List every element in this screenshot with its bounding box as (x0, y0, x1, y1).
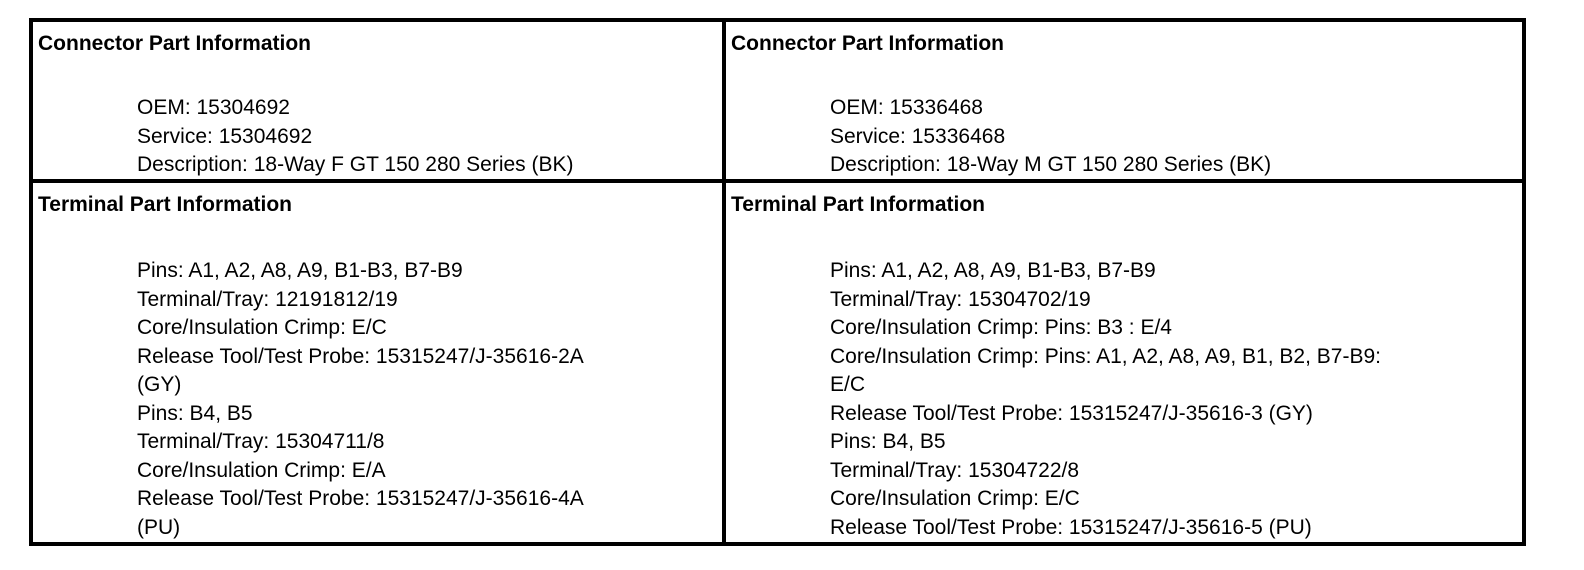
detail-line: E/C (830, 373, 866, 396)
detail-line: Pins: A1, A2, A8, A9, B1-B3, B7-B9 (830, 259, 1156, 282)
detail-line: Release Tool/Test Probe: 15315247/J-35616-5 (PU) (830, 515, 1312, 539)
detail-line: Core/Insulation Crimp: E/C (137, 316, 387, 339)
detail-line: Release Tool/Test Probe: 15315247/J-35616-4A (137, 487, 584, 510)
detail-line: Pins: B4, B5 (830, 430, 946, 453)
detail-line: Pins: B4, B5 (137, 401, 253, 425)
detail-line: Core/Insulation Crimp: E/C (830, 487, 1080, 510)
terminal-heading-left: Terminal Part Information (38, 193, 292, 216)
detail-line: (PU) (137, 515, 181, 539)
detail-line: Terminal/Tray: 15304702/19 (830, 287, 1091, 311)
detail-line: Release Tool/Test Probe: 15315247/J-35616-2A (137, 344, 584, 368)
connector-heading-left: Connector Part Information (38, 32, 312, 55)
detail-line: Pins: A1, A2, A8, A9, B1-B3, B7-B9 (137, 259, 463, 282)
connector-row (33, 22, 1522, 183)
connector-heading-right: Connector Part Information (731, 32, 1005, 55)
detail-line: Core/Insulation Crimp: E/A (137, 458, 386, 482)
detail-line: Core/Insulation Crimp: Pins: B3 : E/4 (830, 316, 1172, 339)
connector-details-right (830, 94, 1500, 180)
service-line: Service: 15304692 (137, 124, 313, 148)
detail-line: Core/Insulation Crimp: Pins: A1, A2, A8, A9, B1, B2, B7-B9: (830, 344, 1381, 368)
connector-info-table (29, 18, 1526, 546)
detail-line: (GY) (137, 373, 182, 396)
connector-cell-right (726, 22, 1522, 179)
detail-line: Terminal/Tray: 15304711/8 (137, 430, 385, 453)
service-line: Service: 15336468 (830, 124, 1006, 148)
terminal-details-right (830, 257, 1500, 542)
terminal-cell-right (726, 183, 1522, 542)
description-line: Description: 18-Way M GT 150 280 Series (BK) (830, 153, 1272, 176)
description-line: Description: 18-Way F GT 150 280 Series (BK) (137, 153, 574, 176)
detail-line: Terminal/Tray: 15304722/8 (830, 458, 1080, 482)
terminal-details-left (137, 257, 697, 542)
connector-cell-left (33, 22, 726, 179)
terminal-row (33, 183, 1522, 542)
detail-line: Release Tool/Test Probe: 15315247/J-35616-3 (GY) (830, 401, 1313, 425)
terminal-cell-left (33, 183, 726, 542)
detail-line: Terminal/Tray: 12191812/19 (137, 287, 398, 311)
terminal-heading-right: Terminal Part Information (731, 193, 985, 216)
oem-line: OEM: 15304692 (137, 96, 290, 119)
oem-line: OEM: 15336468 (830, 96, 983, 119)
connector-details-left (137, 94, 697, 180)
